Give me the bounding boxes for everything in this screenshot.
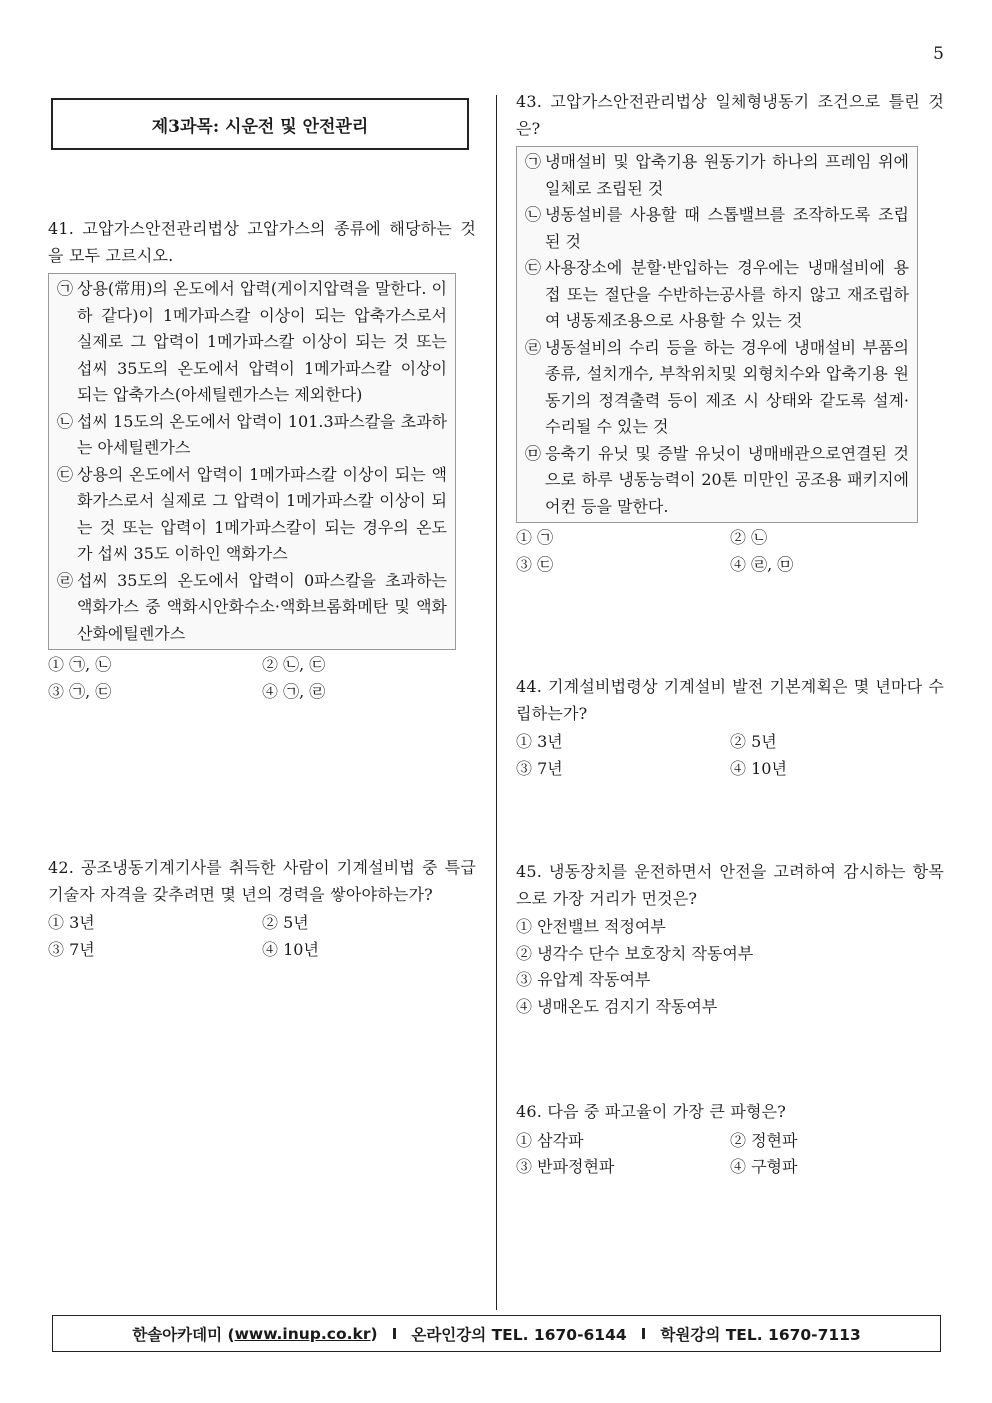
option-1[interactable]: ① 3년 [516, 732, 563, 751]
question-45-stem: 45. 냉동장치를 운전하면서 안전을 고려하여 감시하는 항목으로 가장 거리가 먼것은? [516, 862, 944, 908]
option-4[interactable]: ④ 구형파 [730, 1157, 798, 1176]
question-43-options [516, 525, 944, 578]
option-4[interactable]: ④ 10년 [730, 758, 787, 778]
question-43 [516, 89, 944, 578]
option-3[interactable]: ③ 7년 [516, 758, 563, 778]
question-46 [516, 1099, 944, 1181]
footer-online-tel: 온라인강의 TEL. 1670-6144 [411, 1325, 627, 1344]
question-44 [516, 674, 944, 782]
option-2[interactable]: ② 5년 [730, 732, 777, 751]
question-42 [48, 855, 476, 963]
column-divider [496, 95, 497, 1310]
question-43-stem: 43. 고압가스안전관리법상 일체형냉동기 조건으로 틀린 것은? [516, 92, 944, 138]
question-43-item: ㉡ 냉동설비를 사용할 때 스톱밸브를 조작하도록 조립된 것 [525, 205, 909, 251]
question-43-item: ㉣ 냉동설비의 수리 등을 하는 경우에 냉매설비 부품의 종류, 설치개수, 부착위치및 외형치수와 압축기용 원동기의 정격출력 등이 제조 시 상태와 같도록 설계·수리될 수 있는 것 [525, 337, 909, 436]
option-2[interactable]: ② ㉡, ㉢ [262, 655, 326, 674]
option-1[interactable]: ① 안전밸브 적정여부 [516, 917, 666, 936]
option-2[interactable]: ② 5년 [262, 913, 309, 932]
footer-separator: I [640, 1324, 647, 1343]
question-46-options [516, 1128, 944, 1181]
section-title: 제3과목: 시운전 및 안전관리 [51, 98, 469, 150]
option-4[interactable]: ④ 10년 [262, 939, 319, 959]
option-3[interactable]: ③ 유압계 작동여부 [516, 970, 651, 989]
question-43-box [516, 146, 918, 523]
question-41-box [48, 273, 456, 650]
question-44-stem: 44. 기계설비법령상 기계설비 발전 기본계획은 몇 년마다 수립하는가? [516, 677, 944, 723]
option-3[interactable]: ③ 7년 [48, 939, 95, 959]
question-43-item: ㉤ 응축기 유닛 및 증발 유닛이 냉매배관으로연결된 것으로 하루 냉동능력이 20톤 미만인 공조용 패키지에어컨 등을 말한다. [525, 443, 909, 516]
question-41-item: ㉢ 상용의 온도에서 압력이 1메가파스칼 이상이 되는 액화가스로서 실제로 그 압력이 1메가파스칼 이상이 되는 것 또는 압력이 1메가파스칼이 되는 경우의 온도가 섭씨 35도 이하인 액화가스 [57, 464, 447, 563]
footer-academy-close: ) [370, 1324, 378, 1343]
question-45-options [516, 914, 944, 1020]
option-3[interactable]: ③ ㉠, ㉢ [48, 681, 112, 701]
question-41-item: ㉠ 상용(常用)의 온도에서 압력(게이지압력을 말한다. 이하 같다)이 1메가파스칼 이상이 되는 압축가스로서 실제로 그 압력이 1메가파스칼 이상이 되는 것 또는 섭씨 35도의 온도에서 압력이 1메가파스칼 이상이 되는 압축가스(아세틸렌가스는 제외한다) [57, 279, 447, 404]
option-4[interactable]: ④ ㉠, ㉣ [262, 681, 326, 701]
option-4[interactable]: ④ ㉣, ㉤ [730, 554, 794, 574]
question-41-item: ㉡ 섭씨 15도의 온도에서 압력이 101.3파스칼을 초과하는 아세틸렌가스 [57, 411, 447, 457]
question-41 [48, 216, 476, 705]
question-44-options [516, 729, 944, 782]
option-1[interactable]: ① 3년 [48, 913, 95, 932]
question-46-stem: 46. 다음 중 파고율이 가장 큰 파형은? [516, 1102, 787, 1121]
option-1[interactable]: ① ㉠ [516, 528, 554, 547]
footer-offline-tel: 학원강의 TEL. 1670-7113 [660, 1325, 861, 1344]
option-1[interactable]: ① 삼각파 [516, 1130, 584, 1150]
option-2[interactable]: ② ㉡ [730, 528, 768, 547]
option-1[interactable]: ① ㉠, ㉡ [48, 655, 112, 674]
question-43-item: ㉢ 사용장소에 분할·반입하는 경우에는 냉매설비에 용접 또는 절단을 수반하는공사를 하지 않고 재조립하여 냉동제조용으로 사용할 수 있는 것 [525, 258, 909, 330]
question-41-item: ㉣ 섭씨 35도의 온도에서 압력이 0파스칼을 초과하는 액화가스 중 액화시안화수소·액화브롬화메탄 및 액화산화에틸렌가스 [57, 570, 447, 643]
question-41-stem: 41. 고압가스안전관리법상 고압가스의 종류에 해당하는 것을 모두 고르시오. [48, 219, 476, 265]
question-45 [516, 859, 944, 1020]
footer-contact-bar [52, 1315, 941, 1352]
question-42-options [48, 910, 476, 963]
website-link[interactable]: www.inup.co.kr [234, 1324, 371, 1343]
question-41-options [48, 652, 476, 705]
question-42-stem: 42. 공조냉동기계기사를 취득한 사람이 기계설비법 중 특급기술자 자격을 갖추려면 몇 년의 경력을 쌓아야하는가? [48, 858, 476, 904]
option-2[interactable]: ② 냉각수 단수 보호장치 작동여부 [516, 943, 754, 963]
question-43-item: ㉠ 냉매설비 및 압축기용 원동기가 하나의 프레임 위에 일체로 조립된 것 [525, 152, 909, 198]
option-2[interactable]: ② 정현파 [730, 1130, 798, 1150]
option-3[interactable]: ③ ㉢ [516, 554, 554, 574]
option-3[interactable]: ③ 반파정현파 [516, 1157, 615, 1176]
page-number: 5 [933, 44, 944, 64]
option-4[interactable]: ④ 냉매온도 검지기 작동여부 [516, 996, 718, 1016]
footer-separator: I [391, 1324, 398, 1343]
footer-academy: 한솔아카데미 ( [132, 1325, 235, 1344]
